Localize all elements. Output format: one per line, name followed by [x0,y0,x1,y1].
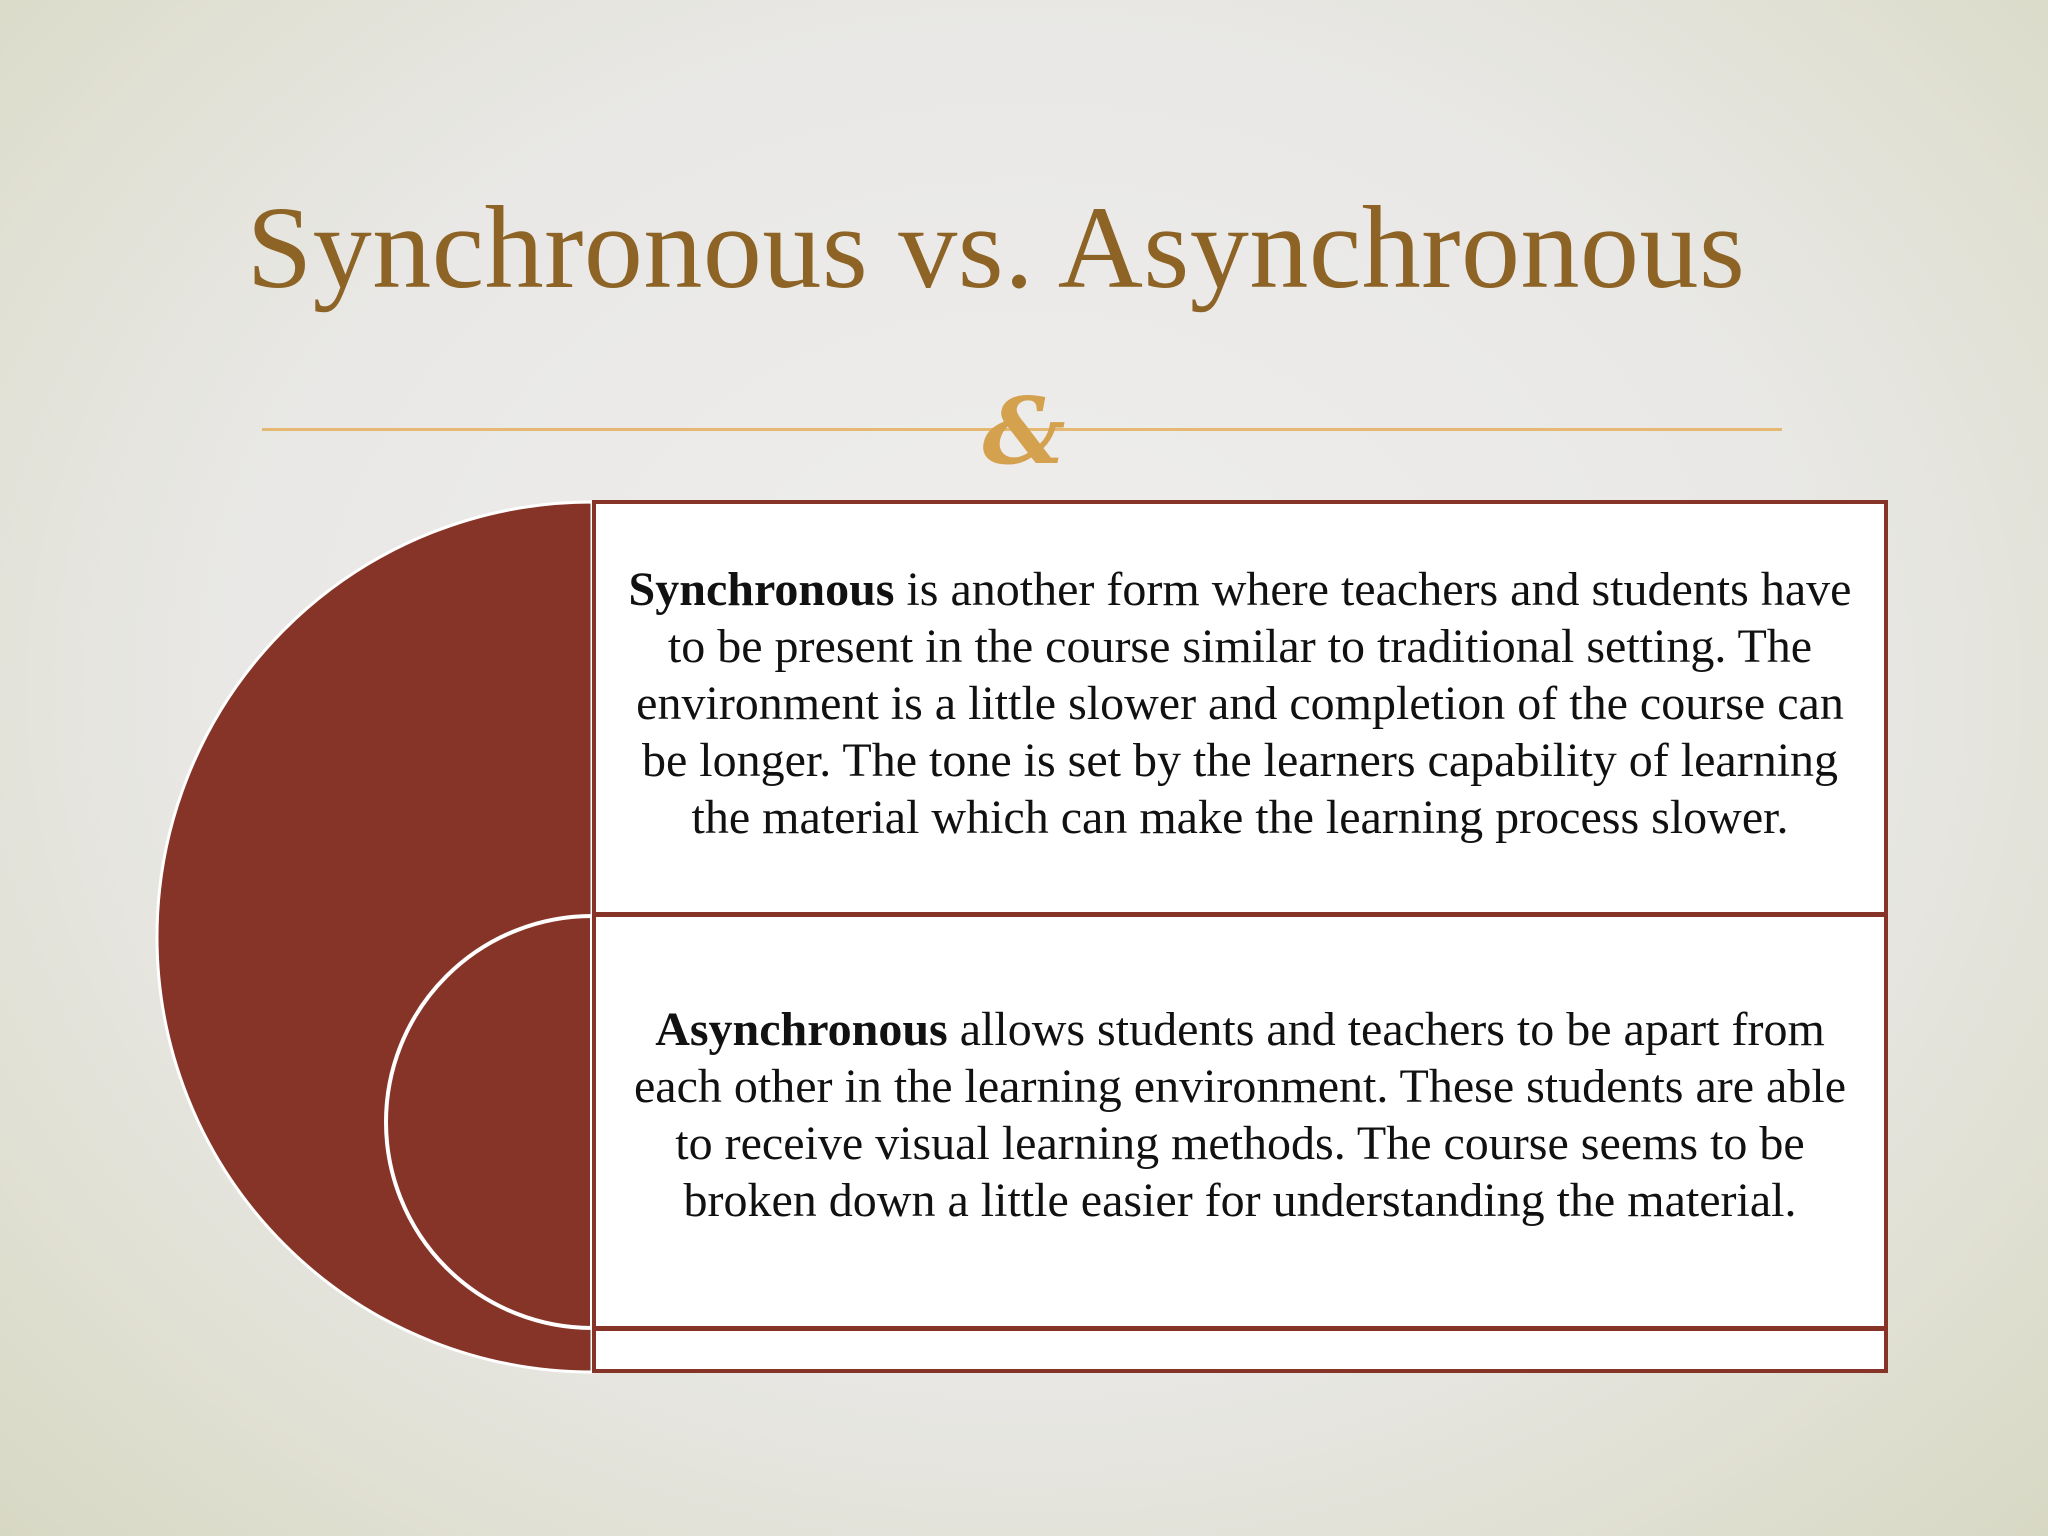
bottom-strip [592,1327,1888,1373]
asynchronous-panel [592,913,1888,1330]
synchronous-panel [592,500,1888,916]
synchronous-text [596,561,1884,846]
synchronous-description: is another form where teachers and students have to be present in the course similar to traditional setting. The environment is a little slower and completion of the course can be longer. The tone is set by the learners capability of learning the material which can make the learning process slower. [636,562,1852,844]
asynchronous-description: allows students and teachers to be apart from each other in the learning environment. These students are able to receive visual learning methods. The course seems to be broken down a little easier for understanding the material. [634,1002,1846,1227]
ornament-glyph: & [982,377,1044,485]
asynchronous-text [596,1001,1884,1229]
asynchronous-term: Asynchronous [655,1002,948,1056]
synchronous-term: Synchronous [628,562,895,616]
slide-title: Synchronous vs. Asynchronous [246,182,1746,313]
